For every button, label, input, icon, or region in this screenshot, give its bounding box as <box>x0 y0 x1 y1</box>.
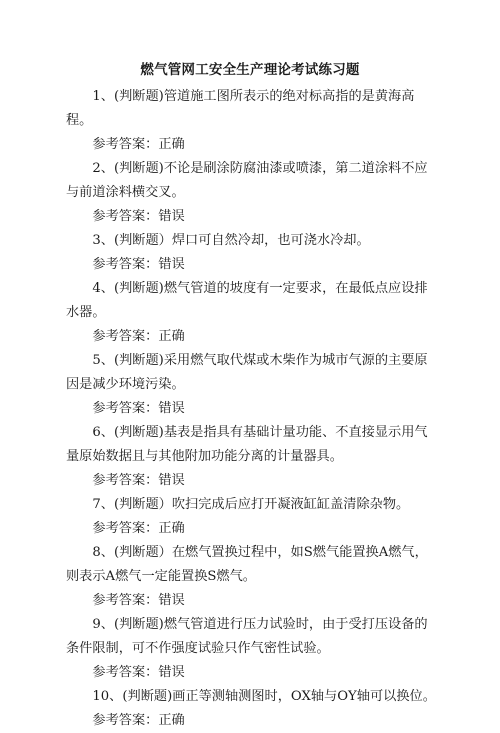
answer-value: 错误 <box>158 473 185 488</box>
answer-label: 参考答案： <box>92 209 159 224</box>
question-text: 9、(判断题)燃气管道进行压力试验时，由于受打压设备的条件限制，可不作强度试验只作气密性试验。 <box>66 617 428 656</box>
answer-value: 错误 <box>158 209 185 224</box>
answer-value: 正确 <box>158 521 185 536</box>
answer-label: 参考答案： <box>92 473 159 488</box>
answer-label: 参考答案： <box>92 665 159 680</box>
answer-label: 参考答案： <box>92 521 159 536</box>
answer-line <box>66 661 438 685</box>
answer-label: 参考答案： <box>92 401 159 416</box>
question-text: 5、(判断题)采用燃气取代煤或木柴作为城市气源的主要原因是减少环境污染。 <box>66 353 428 392</box>
answer-value: 错误 <box>158 257 185 272</box>
answer-label: 参考答案： <box>92 257 159 272</box>
answer-label: 参考答案： <box>92 713 159 728</box>
question-text: 4、(判断题)燃气管道的坡度有一定要求，在最低点应设排水器。 <box>66 281 428 320</box>
question-text: 6、(判断题)基表是指具有基础计量功能、不直接显示用气量原始数据且与其他附加功能分离的计量器具。 <box>66 425 428 464</box>
question-item <box>66 613 438 685</box>
question-item <box>66 685 438 733</box>
answer-line <box>66 133 438 157</box>
question-text: 2、(判断题)不论是刷涂防腐油漆或喷漆，第二道涂料不应与前道涂料横交叉。 <box>66 161 428 200</box>
question-item <box>66 541 438 613</box>
answer-line <box>66 517 438 541</box>
answer-line <box>66 589 438 613</box>
question-item <box>66 277 438 349</box>
answer-label: 参考答案： <box>92 593 159 608</box>
question-item <box>66 421 438 493</box>
question-text: 1、(判断题)管道施工图所表示的绝对标高指的是黄海高程。 <box>66 89 415 128</box>
question-item <box>66 349 438 421</box>
answer-value: 错误 <box>158 401 185 416</box>
answer-label: 参考答案： <box>92 137 159 152</box>
question-text: 10、(判断题)画正等测轴测图时，OX轴与OY轴可以换位。 <box>92 689 436 704</box>
answer-value: 正确 <box>158 713 185 728</box>
answer-line <box>66 205 438 229</box>
answer-line <box>66 709 438 733</box>
answer-value: 正确 <box>158 137 185 152</box>
answer-line <box>66 397 438 421</box>
question-text: 3、(判断题）焊口可自然冷却，也可浇水冷却。 <box>92 233 370 248</box>
question-item <box>66 229 438 277</box>
answer-value: 错误 <box>158 665 185 680</box>
answer-value: 错误 <box>158 593 185 608</box>
question-item <box>66 85 438 157</box>
answer-line <box>66 253 438 277</box>
question-item <box>66 493 438 541</box>
answer-label: 参考答案： <box>92 329 159 344</box>
answer-value: 正确 <box>158 329 185 344</box>
answer-line <box>66 469 438 493</box>
question-item <box>66 157 438 229</box>
question-text: 8、(判断题）在燃气置换过程中，如S燃气能置换A燃气，则表示A燃气一定能置换S燃气。 <box>66 545 428 584</box>
question-list <box>66 85 438 733</box>
question-text: 7、(判断题）吹扫完成后应打开凝液缸缸盖清除杂物。 <box>92 497 410 512</box>
answer-line <box>66 325 438 349</box>
document-title: 燃气管网工安全生产理论考试练习题 <box>140 62 360 78</box>
